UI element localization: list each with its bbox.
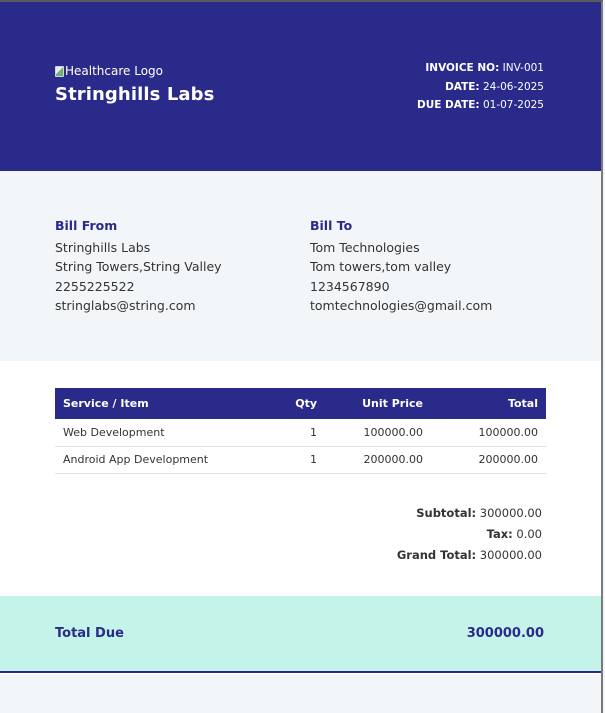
bill-to-heading: Bill To <box>310 218 353 233</box>
subtotal-line <box>397 503 542 524</box>
invoice-number: INV-001 <box>502 62 544 74</box>
bill-from-heading: Bill From <box>55 218 118 233</box>
bill-from-email: stringlabs@string.com <box>55 298 196 313</box>
bill-from <box>55 216 222 316</box>
broken-image-icon <box>55 66 64 77</box>
column-header-qty: Qty <box>265 388 325 419</box>
due-date-line <box>417 96 544 115</box>
table-header-row <box>55 388 546 419</box>
column-header-unit-price: Unit Price <box>325 388 431 419</box>
total-due-banner <box>0 596 603 673</box>
invoice-meta <box>417 59 544 115</box>
table-row <box>55 446 546 473</box>
grand-total-value: 300000.00 <box>479 548 542 562</box>
bill-to-name: Tom Technologies <box>310 239 420 255</box>
due-date-label: DUE DATE: <box>416 99 480 111</box>
total-due-value: 300000.00 <box>466 626 544 641</box>
column-header-item: Service / Item <box>55 388 265 419</box>
item-total: 200000.00 <box>431 446 546 473</box>
total-due-label: Total Due <box>55 626 124 641</box>
invoice-number-line <box>417 59 544 78</box>
item-name: Android App Development <box>55 446 265 473</box>
item-qty: 1 <box>265 446 325 473</box>
bill-to-phone: 1234567890 <box>310 278 390 294</box>
item-name: Web Development <box>55 419 265 446</box>
bill-from-address: String Towers,String Valley <box>55 259 222 274</box>
billing-section <box>0 171 603 361</box>
bill-to <box>310 216 492 316</box>
bill-to-address: Tom towers,tom valley <box>310 259 452 274</box>
company-logo <box>55 64 163 78</box>
bill-to-email: tomtechnologies@gmail.com <box>310 298 493 313</box>
totals-summary <box>397 503 542 566</box>
due-date: 01-07-2025 <box>482 99 544 111</box>
item-unit-price: 200000.00 <box>325 446 431 473</box>
grand-total-label: Grand Total: <box>396 548 477 562</box>
invoice-date: 24-06-2025 <box>482 80 544 93</box>
table-row <box>55 419 546 446</box>
invoice-date-label: DATE: <box>445 80 480 93</box>
logo-alt-text: Healthcare Logo <box>65 64 163 78</box>
grand-total-line <box>397 545 542 566</box>
subtotal-value: 300000.00 <box>479 506 542 520</box>
bill-from-phone: 2255225522 <box>55 278 135 294</box>
invoice-date-line <box>417 78 544 97</box>
invoice-number-label: INVOICE NO: <box>425 62 500 74</box>
company-name: Stringhills Labs <box>55 84 215 105</box>
items-table <box>55 388 546 474</box>
item-unit-price: 100000.00 <box>325 419 431 446</box>
bill-from-name: Stringhills Labs <box>55 239 151 255</box>
column-header-total: Total <box>431 388 546 419</box>
subtotal-label: Subtotal: <box>416 506 477 520</box>
invoice-header <box>0 2 603 171</box>
item-total: 100000.00 <box>431 419 546 446</box>
tax-label: Tax: <box>486 527 513 541</box>
invoice-footer <box>0 675 603 713</box>
tax-line <box>397 524 542 545</box>
tax-value: 0.00 <box>516 527 542 541</box>
item-qty: 1 <box>265 419 325 446</box>
